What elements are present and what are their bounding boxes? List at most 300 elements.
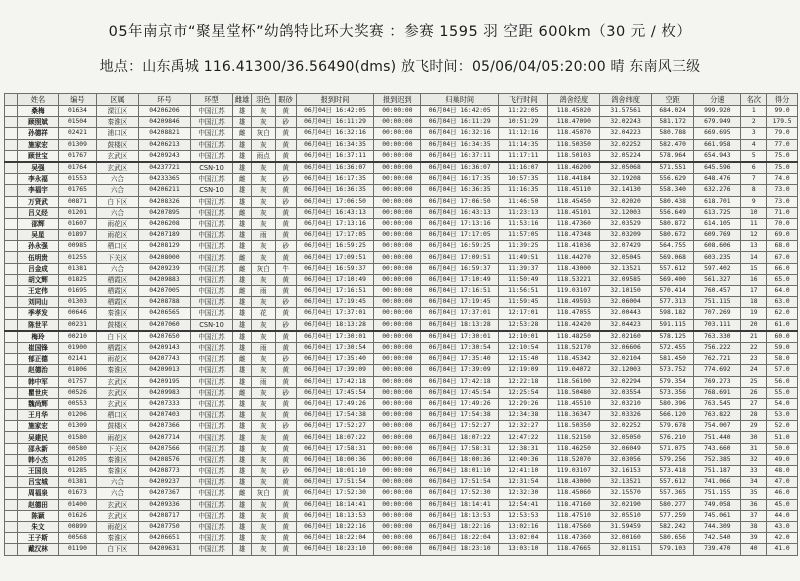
table-cell: 灰 [252, 421, 276, 432]
table-cell [5, 218, 18, 229]
owner-name-cell: 李永福 [17, 174, 58, 185]
table-cell: 580.672 [651, 230, 693, 241]
owner-name-cell: 邵永新 [17, 443, 58, 454]
table-cell: 01504 [59, 117, 97, 128]
table-cell: 06月04日 18:22:16 [421, 521, 499, 532]
table-cell: 2 [741, 117, 767, 128]
table-cell: 597.402 [694, 263, 741, 274]
table-cell: 745.061 [694, 510, 741, 521]
table-cell: 黄 [275, 274, 296, 285]
table-cell: 04209143 [139, 342, 191, 353]
table-cell: 751.115 [694, 297, 741, 308]
table-cell: 秦淮区 [96, 308, 138, 319]
table-cell: 01553 [59, 174, 97, 185]
table-cell: 118.50350 [548, 139, 600, 150]
table-cell: 573.356 [651, 387, 693, 398]
table-cell: 64.0 [767, 286, 798, 297]
table-cell: 06月04日 18:23:10 [421, 544, 499, 555]
table-cell: 06月04日 16:36:07 [421, 162, 499, 174]
table-cell: 06月04日 18:22:04 [296, 533, 374, 544]
table-cell: 06月04日 16:36:35 [296, 185, 374, 196]
table-cell: 11:14:35 [499, 139, 548, 150]
table-cell: 灰 [252, 544, 276, 555]
table-cell [5, 376, 18, 387]
table-cell: 608.606 [694, 241, 741, 252]
table-cell: 06月04日 18:01:10 [296, 466, 374, 477]
table-cell: 黄 [275, 139, 296, 150]
table-cell: 06月04日 17:39:09 [421, 365, 499, 376]
owner-name-cell: 李福宇 [17, 185, 58, 196]
table-cell: 黄 [275, 521, 296, 532]
table-cell: 32.02243 [600, 117, 652, 128]
table-cell: 04209243 [139, 150, 191, 162]
table-cell: 12:31:54 [499, 477, 548, 488]
table-cell: 06月04日 17:37:01 [421, 308, 499, 319]
table-cell: 118.52170 [548, 342, 600, 353]
table-cell: 砂 [275, 297, 296, 308]
table-cell: 32 [741, 454, 767, 465]
column-header: 环号 [139, 94, 191, 106]
table-cell: 00:00:00 [374, 342, 421, 353]
table-cell: 739.470 [694, 544, 741, 555]
table-cell: 06月04日 18:13:53 [296, 510, 374, 521]
table-cell: 118.50103 [548, 150, 600, 162]
table-cell: 中国江苏 [190, 454, 232, 465]
table-cell: 760.457 [694, 286, 741, 297]
table-cell: 11:59:45 [499, 297, 548, 308]
owner-name-cell: 施家宏 [17, 421, 58, 432]
table-cell: 下关区 [96, 443, 138, 454]
owner-name-cell: 吕宝城 [17, 477, 58, 488]
column-header [5, 94, 18, 106]
table-cell: 00:00:00 [374, 477, 421, 488]
table-cell: 00:00:00 [374, 207, 421, 218]
table-cell: 雨点 [252, 150, 276, 162]
table-cell [5, 421, 18, 432]
table-cell: 32.09585 [600, 274, 652, 285]
table-cell: 32.15570 [600, 488, 652, 499]
table-cell: 763.330 [694, 331, 741, 343]
table-cell: 572.455 [651, 342, 693, 353]
table-cell: 雄 [233, 499, 252, 510]
table-cell: 砂 [275, 241, 296, 252]
table-cell: 57.0 [767, 365, 798, 376]
owner-name-cell: 刘同山 [17, 297, 58, 308]
owner-name-cell: 王子斯 [17, 533, 58, 544]
table-cell: 雄 [233, 454, 252, 465]
table-cell: 雄 [233, 544, 252, 555]
table-cell: 00231 [59, 319, 97, 331]
table-cell: 645.596 [694, 162, 741, 174]
table-cell: 632.276 [694, 185, 741, 196]
table-cell: 9 [741, 196, 767, 207]
table-cell: 01764 [59, 162, 97, 174]
column-header: 报到时间 [296, 94, 374, 106]
table-cell: 06月04日 17:30:54 [296, 342, 374, 353]
column-header: 姓名 [17, 94, 58, 106]
table-cell: 582.470 [651, 139, 693, 150]
table-cell: 118.44270 [548, 252, 600, 263]
table-cell: 雄 [233, 241, 252, 252]
table-cell: 566.120 [651, 410, 693, 421]
table-cell: 74.0 [767, 174, 798, 185]
table-cell: 603.235 [694, 252, 741, 263]
table-cell: 11:50:49 [499, 274, 548, 285]
table-row [5, 230, 798, 241]
table-row [5, 387, 798, 398]
table-cell: 浦口区 [96, 128, 138, 139]
table-cell: 04208129 [139, 241, 191, 252]
table-cell: 00:00:00 [374, 162, 421, 174]
table-cell: 灰 [252, 477, 276, 488]
table-cell: 118.42420 [548, 319, 600, 331]
table-cell: 04208773 [139, 466, 191, 477]
table-cell: 7 [741, 174, 767, 185]
table-cell: 01255 [59, 252, 97, 263]
table-cell: 雌 [233, 286, 252, 297]
table-cell: 04209883 [139, 274, 191, 285]
table-cell: 11:53:16 [499, 218, 548, 229]
table-cell: 雌 [233, 354, 252, 365]
table-cell: 00:00:00 [374, 331, 421, 343]
table-cell: 06月04日 17:16:51 [296, 286, 374, 297]
table-cell: 砂 [275, 117, 296, 128]
table-cell: 黄 [275, 398, 296, 409]
owner-name-cell: 孙德祥 [17, 128, 58, 139]
table-cell: 04209846 [139, 117, 191, 128]
table-cell: 32.10150 [600, 286, 652, 297]
table-cell: 79.0 [767, 128, 798, 139]
table-cell: 04208821 [139, 128, 191, 139]
table-cell: 32.00160 [600, 533, 652, 544]
table-cell: 11:57:05 [499, 230, 548, 241]
table-cell [5, 241, 18, 252]
table-cell: 04209237 [139, 477, 191, 488]
table-cell [5, 308, 18, 319]
table-cell: 黄 [275, 308, 296, 319]
column-header: 眼砂 [275, 94, 296, 106]
table-cell: 中国江苏 [190, 196, 232, 207]
table-cell [5, 499, 18, 510]
table-cell [5, 162, 18, 174]
table-cell: 648.476 [694, 174, 741, 185]
table-cell: 32.05068 [600, 162, 652, 174]
table-cell: 12:10:01 [499, 331, 548, 343]
table-cell: 雄 [233, 443, 252, 454]
table-cell: 32.06606 [600, 342, 652, 353]
table-cell: 99.0 [767, 106, 798, 117]
table-cell: 00:00:00 [374, 387, 421, 398]
table-cell: 雄 [233, 342, 252, 353]
table-cell: 06月04日 18:13:28 [421, 319, 499, 331]
table-cell: 774.692 [694, 365, 741, 376]
table-cell: 雄 [233, 410, 252, 421]
table-cell: 32.12003 [600, 365, 652, 376]
table-cell: 06月04日 18:22:04 [421, 533, 499, 544]
table-row [5, 196, 798, 207]
table-cell: 01201 [59, 207, 97, 218]
table-cell: 00:00:00 [374, 466, 421, 477]
table-cell: 六合 [96, 207, 138, 218]
table-cell: 中国江苏 [190, 139, 232, 150]
table-cell: 3 [741, 128, 767, 139]
table-cell: 598.182 [651, 308, 693, 319]
table-cell: 黄 [275, 230, 296, 241]
table-cell: 黄 [275, 376, 296, 387]
table-cell: 12:29:26 [499, 398, 548, 409]
table-cell: 中国江苏 [190, 477, 232, 488]
table-cell: 63.0 [767, 297, 798, 308]
table-cell: 32.16153 [600, 466, 652, 477]
table-cell: 118.49593 [548, 297, 600, 308]
table-cell: 06月04日 17:58:31 [421, 443, 499, 454]
table-row [5, 331, 798, 343]
table-cell: 00580 [59, 443, 97, 454]
table-cell: 06月04日 17:35:40 [421, 354, 499, 365]
table-cell: 中国江苏 [190, 365, 232, 376]
table-cell: 60.0 [767, 331, 798, 343]
column-header: 雌雄 [233, 94, 252, 106]
table-cell: 鼓楼区 [96, 139, 138, 150]
table-cell: 06月04日 18:23:10 [296, 544, 374, 555]
owner-name-cell: 吕金成 [17, 263, 58, 274]
table-cell: 118.47160 [548, 499, 600, 510]
table-row [5, 150, 798, 162]
table-cell: 06月04日 17:17:05 [296, 230, 374, 241]
table-cell: 秦淮区 [96, 117, 138, 128]
table-cell [5, 297, 18, 308]
table-cell: 黄 [275, 454, 296, 465]
owner-name-cell: 魏尚辉 [17, 398, 58, 409]
table-cell [5, 544, 18, 555]
owner-name-cell: 邵辉 [17, 218, 58, 229]
owner-name-cell: 桑梅 [17, 106, 58, 117]
table-cell: 00526 [59, 387, 97, 398]
table-cell: 秦淮区 [96, 365, 138, 376]
table-cell: 754.007 [694, 421, 741, 432]
table-cell: 12:32:30 [499, 488, 548, 499]
table-row [5, 174, 798, 185]
table-cell: 679.949 [694, 117, 741, 128]
table-cell: 577.313 [651, 297, 693, 308]
table-cell: 中国江苏 [190, 274, 232, 285]
table-cell: 01285 [59, 466, 97, 477]
table-cell: 雨 [252, 286, 276, 297]
table-cell: 中国江苏 [190, 376, 232, 387]
table-cell: 灰 [252, 218, 276, 229]
table-cell: 01381 [59, 263, 97, 274]
table-row [5, 544, 798, 555]
table-cell: 黄 [275, 499, 296, 510]
table-cell: 751.440 [694, 432, 741, 443]
table-cell: 06月04日 16:59:37 [421, 263, 499, 274]
table-cell: 06月04日 17:54:38 [421, 410, 499, 421]
table-cell: 中国江苏 [190, 308, 232, 319]
table-cell: 06月04日 17:51:54 [421, 477, 499, 488]
table-cell: 118.45070 [548, 128, 600, 139]
table-cell: 661.958 [694, 139, 741, 150]
table-cell: 32.03209 [600, 230, 652, 241]
table-cell: 11:23:13 [499, 207, 548, 218]
table-cell: 灰 [252, 297, 276, 308]
table-cell: 4 [741, 139, 767, 150]
table-cell: 04206206 [139, 106, 191, 117]
table-cell: 11 [741, 218, 767, 229]
table-cell: 01309 [59, 421, 97, 432]
table-cell: 10 [741, 207, 767, 218]
table-cell: 玄武区 [96, 510, 138, 521]
table-cell: 684.024 [651, 106, 693, 117]
table-cell: 00:00:00 [374, 297, 421, 308]
table-cell: 灰 [252, 510, 276, 521]
table-cell: 31.59459 [600, 521, 652, 532]
table-cell: 04208717 [139, 510, 191, 521]
table-cell: 762.721 [694, 354, 741, 365]
table-cell: 雄 [233, 477, 252, 488]
table-cell: 雌 [233, 174, 252, 185]
table-cell: 栖霞区 [96, 286, 138, 297]
table-cell: 00:00:00 [374, 443, 421, 454]
table-cell [5, 128, 18, 139]
table-cell: 581.450 [651, 354, 693, 365]
table-cell: 06月04日 18:07:22 [296, 432, 374, 443]
table-cell: 00:00:00 [374, 106, 421, 117]
table-cell: 557.612 [651, 477, 693, 488]
table-cell: 55.0 [767, 387, 798, 398]
table-cell: 00:00:00 [374, 117, 421, 128]
table-cell: 砂 [275, 466, 296, 477]
table-cell: 20 [741, 319, 767, 331]
table-cell: 569.400 [651, 274, 693, 285]
table-cell [5, 443, 18, 454]
table-cell: 118.47560 [548, 521, 600, 532]
table-cell: 558.340 [651, 185, 693, 196]
table-cell: 11:16:07 [499, 162, 548, 174]
table-cell: 雄 [233, 376, 252, 387]
owner-name-cell: 韩小杰 [17, 454, 58, 465]
table-cell: 32.04423 [600, 319, 652, 331]
table-cell: 六合 [96, 477, 138, 488]
table-cell: 04207403 [139, 410, 191, 421]
table-cell: 黄 [275, 443, 296, 454]
table-cell: 118.52070 [548, 454, 600, 465]
table-cell: 999.920 [694, 106, 741, 117]
table-cell: 00:00:00 [374, 185, 421, 196]
table-cell: 中国江苏 [190, 421, 232, 432]
table-cell: 73.0 [767, 196, 798, 207]
owner-name-cell: 郁正德 [17, 354, 58, 365]
owner-name-cell: 伍明贵 [17, 252, 58, 263]
table-row [5, 128, 798, 139]
table-cell: 雌 [233, 207, 252, 218]
table-cell: 19 [741, 308, 767, 319]
table-cell: 白下区 [96, 196, 138, 207]
table-cell: 00:00:00 [374, 432, 421, 443]
table-cell: 牛 [275, 263, 296, 274]
table-cell: 04233365 [139, 174, 191, 185]
table-cell: 雄 [233, 150, 252, 162]
table-cell: 751.155 [694, 488, 741, 499]
table-cell: 11:17:11 [499, 150, 548, 162]
table-cell: 雄 [233, 117, 252, 128]
table-cell: 32.03554 [600, 387, 652, 398]
table-cell: 黄 [275, 365, 296, 376]
table-cell: 06月04日 17:30:54 [421, 342, 499, 353]
table-cell: 灰 [252, 139, 276, 150]
table-cell: 01634 [59, 106, 97, 117]
table-cell: 11:12:16 [499, 128, 548, 139]
table-row [5, 365, 798, 376]
table-cell: 黄 [275, 106, 296, 117]
table-row [5, 499, 798, 510]
table-cell: 中国江苏 [190, 488, 232, 499]
owner-name-cell: 陈颖 [17, 510, 58, 521]
table-cell: 灰 [252, 162, 276, 174]
table-cell: 六合 [96, 263, 138, 274]
table-row [5, 533, 798, 544]
table-cell: 573.752 [651, 365, 693, 376]
table-cell: 763.545 [694, 398, 741, 409]
table-cell: 灰 [252, 365, 276, 376]
table-cell: 砂 [275, 174, 296, 185]
table-cell: 53.0 [767, 410, 798, 421]
table-cell: 中国江苏 [190, 263, 232, 274]
table-cell [5, 252, 18, 263]
table-cell: 118.47055 [548, 308, 600, 319]
table-cell: 32.02190 [600, 499, 652, 510]
table-cell: 11:49:51 [499, 252, 548, 263]
table-row [5, 241, 798, 252]
table-cell [5, 398, 18, 409]
page-title: 05年南京市“聚星堂杯”幼鸽特比环大奖赛 ：参赛 1595 羽 空距 600km（30 元 / 枚） [108, 24, 692, 40]
table-cell: 雌 [233, 488, 252, 499]
table-cell: 119.03107 [548, 286, 600, 297]
table-cell: 06月04日 17:52:30 [296, 488, 374, 499]
table-cell: 32.05045 [600, 252, 652, 263]
table-cell: 01580 [59, 432, 97, 443]
table-cell: 33 [741, 466, 767, 477]
table-cell: 中国江苏 [190, 286, 232, 297]
table-cell: 28 [741, 410, 767, 421]
table-cell: 557.365 [651, 488, 693, 499]
table-cell: 6 [741, 162, 767, 174]
table-cell: 13 [741, 241, 767, 252]
table-cell: 12:25:54 [499, 387, 548, 398]
table-cell: 中国江苏 [190, 510, 232, 521]
table-cell: 654.943 [694, 150, 741, 162]
table-cell: 00:00:00 [374, 241, 421, 252]
table-cell: 32.03056 [600, 454, 652, 465]
table-cell: 613.725 [694, 207, 741, 218]
table-cell: 556.629 [651, 174, 693, 185]
table-cell: 32.02020 [600, 196, 652, 207]
table-cell: 06月04日 17:06:50 [421, 196, 499, 207]
table-cell [5, 533, 18, 544]
table-cell: 32.13521 [600, 263, 652, 274]
column-header: 飞行时间 [499, 94, 548, 106]
table-cell: 00:00:00 [374, 274, 421, 285]
table-cell: 黄 [275, 162, 296, 174]
table-cell: 12:41:10 [499, 466, 548, 477]
table-cell: 04206208 [139, 218, 191, 229]
table-row [5, 185, 798, 196]
table-cell: 11:16:35 [499, 185, 548, 196]
table-cell: 玄武区 [96, 387, 138, 398]
table-cell: 灰 [252, 174, 276, 185]
table-cell: 556.649 [651, 207, 693, 218]
table-cell: 雄 [233, 185, 252, 196]
table-cell: 06月04日 18:00:36 [421, 454, 499, 465]
